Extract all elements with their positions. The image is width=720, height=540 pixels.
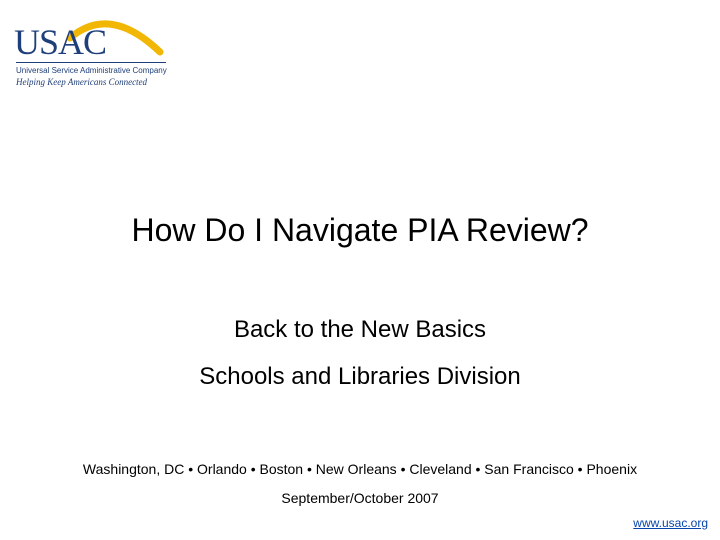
slide-subtitle-line2: Schools and Libraries Division	[199, 363, 521, 390]
logo-tagline: Helping Keep Americans Connected	[16, 77, 148, 87]
slide-title: How Do I Navigate PIA Review?	[131, 212, 589, 248]
locations-list: Washington, DC • Orlando • Boston • New Orleans • Cleveland • San Francisco • Phoenix	[82, 461, 638, 477]
website-link[interactable]: www.usac.org	[633, 516, 708, 530]
logo-company-name: Universal Service Administrative Company	[16, 66, 167, 75]
event-date: September/October 2007	[281, 490, 439, 506]
logo-wordmark: USAC	[14, 22, 107, 62]
usac-logo	[10, 8, 170, 88]
slide-subtitle-line1: Back to the New Basics	[233, 316, 487, 343]
logo-rule	[16, 62, 166, 63]
